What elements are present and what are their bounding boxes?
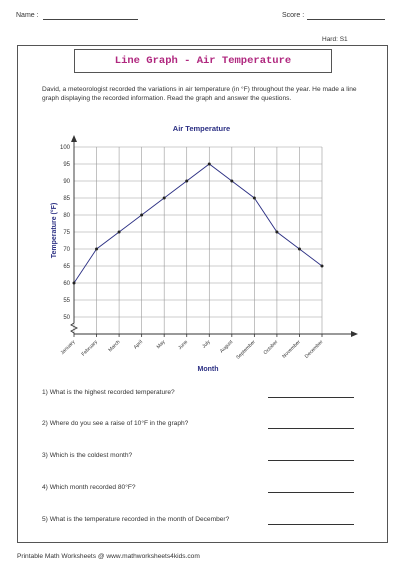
question-1: 1) What is the highest recorded temperature?	[42, 389, 175, 396]
y-tick-label: 90	[63, 179, 70, 185]
y-tick-label: 70	[63, 247, 70, 253]
worksheet-title: Line Graph - Air Temperature	[114, 55, 292, 67]
data-point	[73, 282, 76, 285]
y-tick-label: 50	[63, 315, 70, 321]
x-tick-label: September	[235, 339, 257, 361]
y-tick-label: 65	[63, 264, 70, 270]
x-tick-label: December	[303, 339, 325, 360]
x-tick-label: May	[155, 339, 167, 351]
data-point	[118, 231, 121, 234]
question-5: 5) What is the temperature recorded in the month of December?	[42, 516, 230, 523]
answer-line-3[interactable]	[268, 460, 354, 461]
answer-line-1[interactable]	[268, 397, 354, 398]
answer-line-4[interactable]	[268, 492, 354, 493]
chart-title: Air Temperature	[172, 124, 231, 133]
data-point	[253, 197, 256, 200]
difficulty-label: Hard: S1	[322, 36, 348, 43]
series-line	[74, 164, 322, 283]
y-tick-label: 85	[63, 196, 70, 202]
x-tick-label: June	[177, 339, 190, 352]
data-point	[95, 248, 98, 251]
name-label: Name :	[16, 12, 39, 19]
x-tick-label: April	[132, 339, 145, 351]
question-3: 3) Which is the coldest month?	[42, 452, 133, 459]
question-4: 4) Which month recorded 80°F?	[42, 484, 136, 491]
data-point	[321, 265, 324, 268]
intro-text: David, a meteorologist recorded the variations in air temperature (in °F) throughout the year. He made a line graph displaying the recorded information. Read the graph and answer the questions.	[42, 86, 357, 102]
x-tick-label: February	[80, 339, 99, 358]
x-tick-label: July	[201, 339, 212, 350]
x-tick-label: October	[262, 339, 280, 356]
data-point	[230, 180, 233, 183]
x-axis-arrow	[351, 331, 358, 337]
data-point	[298, 248, 301, 251]
x-tick-label: November	[281, 339, 302, 360]
y-tick-label: 60	[63, 281, 70, 287]
x-tick-label: March	[107, 339, 122, 354]
x-tick-label: August	[218, 339, 235, 355]
question-2: 2) Where do you see a raise of 10°F in the graph?	[42, 420, 189, 427]
score-label: Score :	[282, 12, 305, 19]
x-axis-title: Month	[197, 366, 219, 373]
data-point	[163, 197, 166, 200]
x-tick-label: January	[59, 339, 77, 356]
answer-line-5[interactable]	[268, 524, 354, 525]
y-tick-label: 55	[63, 298, 70, 304]
data-point	[208, 163, 211, 166]
answer-line-2[interactable]	[268, 428, 354, 429]
y-tick-label: 100	[59, 145, 70, 151]
y-tick-label: 80	[63, 213, 70, 219]
y-tick-label: 75	[63, 230, 70, 236]
footer-text: Printable Math Worksheets @ www.mathworksheets4kids.com	[17, 553, 200, 560]
data-point	[275, 231, 278, 234]
y-axis-arrow	[71, 135, 77, 142]
y-tick-label: 95	[63, 162, 70, 168]
y-axis-title: Temperature (°F)	[51, 202, 58, 259]
data-point	[185, 180, 188, 183]
data-point	[140, 214, 143, 217]
